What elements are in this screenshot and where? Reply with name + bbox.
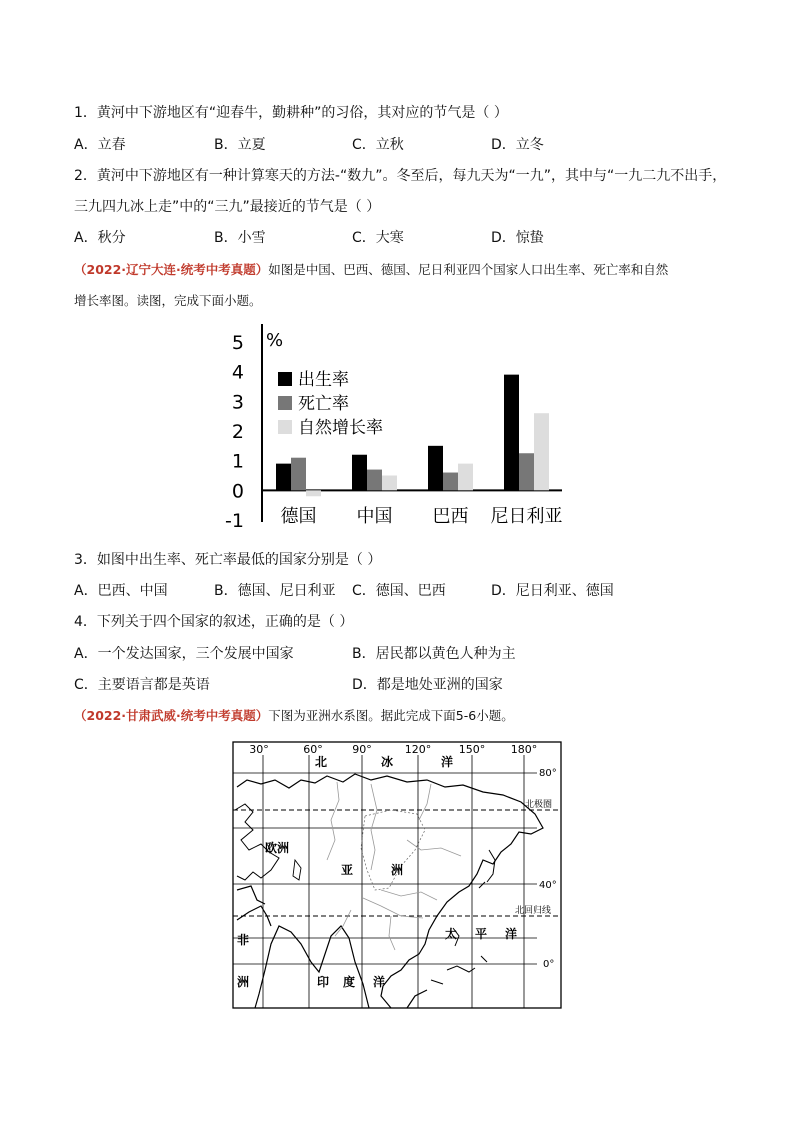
label-africa-fei: 非 [237, 933, 250, 947]
q4-option-b: B．居民都以黄色人种为主 [352, 646, 516, 662]
q4-option-d: D．都是地处亚洲的国家 [352, 677, 503, 693]
y-tick-label: 3 [231, 391, 244, 414]
lon-label-120: 120° [404, 743, 432, 756]
lon-label-60: 60° [303, 743, 323, 756]
bar [306, 490, 321, 496]
label-arctic-bei: 北 [315, 755, 328, 769]
y-tick-label: 4 [231, 361, 244, 384]
y-tick-label: -1 [225, 510, 244, 532]
q2-option-d: D．惊蛰 [491, 230, 544, 246]
bar [428, 446, 443, 491]
q2-option-c: C．大寒 [352, 230, 404, 246]
intro-2-line [74, 707, 514, 725]
bar [352, 455, 367, 491]
question-4-stem: 4．下列关于四个国家的叙述，正确的是（ ） [74, 614, 354, 630]
x-category-label: 中国 [356, 506, 393, 527]
bar [519, 453, 534, 490]
bar [504, 375, 519, 491]
lon-label-180: 180° [510, 743, 538, 756]
q1-option-c: C．立秋 [352, 137, 404, 153]
x-category-label: 尼日利亚 [490, 506, 563, 527]
bar [534, 413, 549, 490]
intro-2-source: （2022·甘肃武威·统考中考真题） [74, 708, 269, 723]
question-2-stem-line2: 三九四九冰上走”中的“三九”最接近的节气是（ ） [74, 199, 381, 215]
x-category-label: 巴西 [432, 506, 469, 527]
bar [458, 464, 473, 491]
intro-1-source: （2022·辽宁大连·统考中考真题） [74, 262, 269, 277]
asia-river-map [231, 740, 564, 1010]
lon-label-30: 30° [249, 743, 269, 756]
intro-1-text: 如图是中国、巴西、德国、尼日利亚四个国家人口出生率、死亡率和自然 [268, 262, 669, 277]
label-indian-yang: 洋 [373, 975, 386, 989]
y-tick-label: 1 [231, 450, 244, 473]
intro-1-line1 [74, 261, 668, 279]
label-africa-zhou: 洲 [237, 975, 250, 989]
q1-option-b: B．立夏 [214, 137, 266, 153]
legend-swatch [278, 372, 292, 386]
label-pacific-tai: 太 [445, 927, 458, 941]
bar [276, 464, 291, 491]
q2-option-b: B．小雪 [214, 230, 266, 246]
lon-label-90: 90° [352, 743, 372, 756]
y-tick-label: 0 [231, 480, 244, 503]
label-arctic-yang: 洋 [441, 755, 454, 769]
q3-option-d: D．尼日利亚、德国 [491, 583, 614, 599]
lat-label-80: 80° [539, 768, 557, 779]
q3-option-c: C．德国、巴西 [352, 583, 446, 599]
q4-option-c: C．主要语言都是英语 [74, 677, 210, 693]
legend-swatch [278, 420, 292, 434]
legend-label: 死亡率 [298, 394, 349, 414]
intro-1-line2: 增长率图。读图，完成下面小题。 [74, 293, 262, 308]
q3-option-a: A．巴西、中国 [74, 583, 168, 599]
label-pacific-ping: 平 [475, 927, 488, 941]
label-europe: 欧洲 [265, 841, 290, 855]
label-pacific-yang: 洋 [505, 927, 518, 941]
population-rate-chart [222, 322, 572, 537]
legend-label: 出生率 [298, 370, 349, 390]
label-indian-yin: 印 [317, 975, 330, 989]
q1-option-a: A．立春 [74, 137, 126, 153]
y-unit-label: % [266, 330, 284, 351]
label-asia-zhou: 洲 [391, 863, 404, 877]
q1-option-d: D．立冬 [491, 137, 544, 153]
q3-option-b: B．德国、尼日利亚 [214, 583, 336, 599]
bar [382, 476, 397, 491]
bar [443, 473, 458, 491]
y-tick-label: 5 [231, 332, 244, 354]
question-2-stem-line1: 2．黄河中下游地区有一种计算寒天的方法-“数九”。冬至后，每九天为“一九”，其中与“一九二九不出手， [74, 168, 727, 184]
question-1-stem: 1．黄河中下游地区有“迎春牛，勤耕种”的习俗，其对应的节气是（ ） [74, 105, 508, 121]
question-3-stem: 3．如图中出生率、死亡率最低的国家分别是（ ） [74, 552, 382, 568]
intro-2-text: 下图为亚洲水系图。据此完成下面5-6小题。 [268, 708, 514, 723]
y-tick-label: 2 [231, 421, 244, 443]
lat-label-40: 40° [539, 880, 557, 891]
legend-swatch [278, 396, 292, 410]
x-category-label: 德国 [280, 506, 317, 527]
legend-label: 自然增长率 [298, 418, 383, 438]
bar [367, 470, 382, 491]
tropic-cancer-label: 北回归线 [515, 906, 552, 916]
bar [291, 458, 306, 491]
q2-option-a: A．秋分 [74, 230, 126, 246]
q4-option-a: A．一个发达国家，三个发展中国家 [74, 646, 294, 662]
arctic-circle-label: 北极圈 [525, 800, 553, 810]
label-asia-ya: 亚 [341, 863, 354, 877]
lat-label-0: 0° [543, 959, 555, 970]
lon-label-150: 150° [458, 743, 486, 756]
label-indian-du: 度 [343, 975, 356, 989]
label-arctic-bing: 冰 [381, 755, 394, 769]
